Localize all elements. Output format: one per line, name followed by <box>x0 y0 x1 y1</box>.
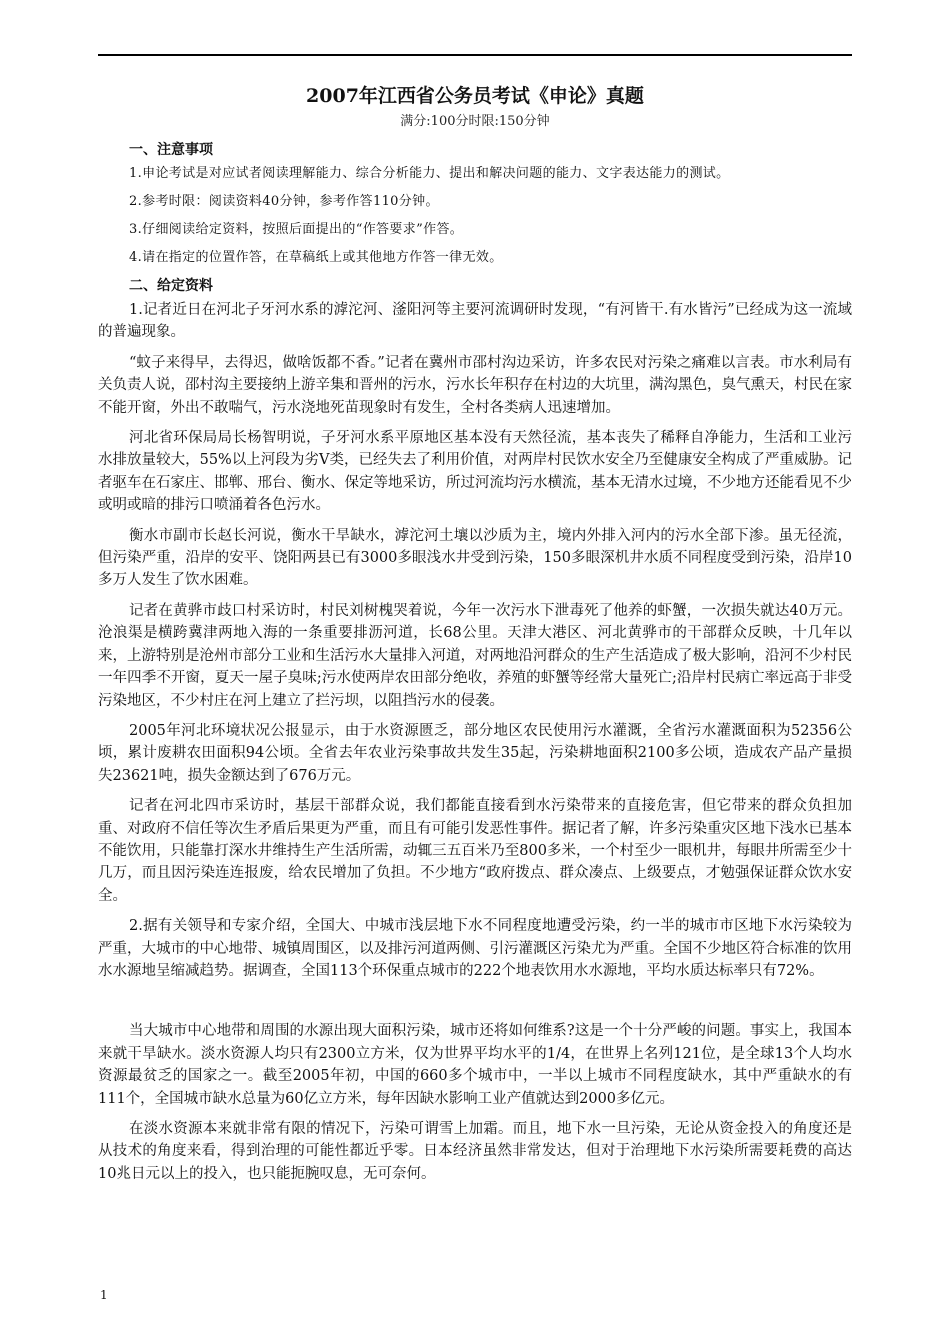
material-paragraph: 记者在黄骅市歧口村采访时，村民刘树槐哭着说，今年一次污水下泄毒死了他养的虾蟹，一次损失就达40万元。沧浪渠是横跨冀津两地入海的一条重要排沥河道，长68公里。天津大港区、河北黄骅市的干部群众反映，十几年以来，上游特别是沧州市部分工业和生活污水大量排入河道，对两地沿河群众的生产生活造成了极大影响，沿河不少村民一年四季不开窗，夏天一屋子臭味;污水使两岸农田部分绝收，养殖的虾蟹等经常大量死亡;沿岸村民病亡率远高于非受污染地区，不少村庄在河上建立了拦污坝，以阻挡污水的侵袭。 <box>98 602 852 709</box>
document-title: 2007年江西省公务员考试《申论》真题 <box>306 85 644 107</box>
header-rule <box>98 54 852 56</box>
material-paragraph: 2.据有关领导和专家介绍，全国大、中城市浅层地下水不同程度地遭受污染，约一半的城市市区地下水污染较为严重，大城市的中心地带、城镇周围区，以及排污河道两侧、引污灌溉区污染尤为严重。全国不少地区符合标准的饮用水水源地呈缩减趋势。据调查，全国113个环保重点城市的222个地表饮用水水源地，平均水质达标率只有72%。 <box>98 918 852 979</box>
material-paragraph: 在淡水资源本来就非常有限的情况下，污染可谓雪上加霜。而且，地下水一旦污染，无论从资金投入的角度还是从技术的角度来看，得到治理的可能性都近乎零。日本经济虽然非常发达，但对于治理地下水污染所需要耗费的高达10兆日元以上的投入，也只能扼腕叹息，无可奈何。 <box>98 1121 852 1182</box>
material-paragraph: “蚊子来得早，去得迟，做啥饭都不香。”记者在冀州市邵村沟边采访，许多农民对污染之痛难以言表。市水利局有关负责人说，邵村沟主要接纳上游辛集和晋州的污水，污水长年积存在村边的大坑里，满沟黑色，臭气熏天，村民在家不能开窗，外出不敢喘气，污水浇地死苗现象时有发生，全村各类病人迅速增加。 <box>98 354 852 416</box>
notice-list <box>98 163 852 269</box>
notice-item: 3.仔细阅读给定资料，按照后面提出的“作答要求”作答。 <box>129 222 464 237</box>
material-paragraph: 衡水市副市长赵长河说，衡水干旱缺水，滹沱河土壤以沙质为主，境内外排入河内的污水全部下渗。虽无径流，但污染严重，沿岸的安平、饶阳两县已有3000多眼浅水井受到污染，150多眼深机井水质不同程度受到污染，沿岸10多万人发生了饮水困难。 <box>98 527 852 589</box>
notice-item: 1.申论考试是对应试者阅读理解能力、综合分析能力、提出和解决问题的能力、文字表达能力的测试。 <box>129 166 730 181</box>
material-paragraph: 1.记者近日在河北子牙河水系的滹沱河、滏阳河等主要河流调研时发现，“有河皆干.有水皆污”已经成为这一流域的普遍现象。 <box>98 302 852 341</box>
material-paragraph: 当大城市中心地带和周围的水源出现大面积污染，城市还将如何维系?这是一个十分严峻的问题。事实上，我国本来就干旱缺水。淡水资源人均只有2300立方米，仅为世界平均水平的1/4，在世界上名列121位，是全球13个人均水资源最贫乏的国家之一。截至2005年初，中国的660多个城市中，一半以上城市不同程度缺水，其中严重缺水的有111个，全国城市缺水总量为60亿立方米，每年因缺水影响工业产值就达到2000多亿元。 <box>98 1023 852 1107</box>
document-subtitle: 满分:100分时限:150分钟 <box>400 114 550 129</box>
material-paragraph: 记者在河北四市采访时，基层干部群众说，我们都能直接看到水污染带来的直接危害，但它带来的群众负担加重、对政府不信任等次生矛盾后果更为严重，而且有可能引发恶性事件。据记者了解，许多污染重灾区地下浅水已基本不能饮用，只能靠打深水井维持生产生活所需，动辄三五百米乃至800多米，一个村至少一眼机井，每眼井所需至少十几万，而且因污染连连报废，给农民增加了负担。不少地方“政府拨点、群众凑点、上级要点，才勉强保证群众饮水安全。 <box>98 798 852 904</box>
material-paragraph: 2005年河北环境状况公报显示，由于水资源匮乏，部分地区农民使用污水灌溉，全省污水灌溉面积为52356公顷，累计废耕农田面积94公顷。全省去年农业污染事故共发生35起，污染耕地面积2100多公顷，造成农产品产量损失23621吨，损失金额达到了676万元。 <box>98 722 852 784</box>
paragraph-gap <box>98 990 852 1020</box>
document-body <box>98 82 852 1193</box>
page-number: 1 <box>100 1288 108 1302</box>
section-heading-notes: 一、注意事项 <box>129 142 213 158</box>
materials-part-2 <box>98 1020 852 1185</box>
section-heading-materials: 二、给定资料 <box>129 278 213 294</box>
notice-item: 2.参考时限：阅读资料40分钟，参考作答110分钟。 <box>129 194 439 209</box>
material-paragraph: 河北省环保局局长杨智明说，子牙河水系平原地区基本没有天然径流，基本丧失了稀释自净能力，生活和工业污水排放量较大，55%以上河段为劣Ⅴ类，已经失去了利用价值，对两岸村民饮水安全乃至健康安全构成了严重威胁。记者驱车在石家庄、邯郸、邢台、衡水、保定等地采访，所过河流均污水横流，基本无清水过境，不少地方还能看见不少或明或暗的排污口喷涌着各色污水。 <box>98 430 852 514</box>
materials-part-1 <box>98 299 852 982</box>
notice-item: 4.请在指定的位置作答，在草稿纸上或其他地方作答一律无效。 <box>129 250 503 265</box>
